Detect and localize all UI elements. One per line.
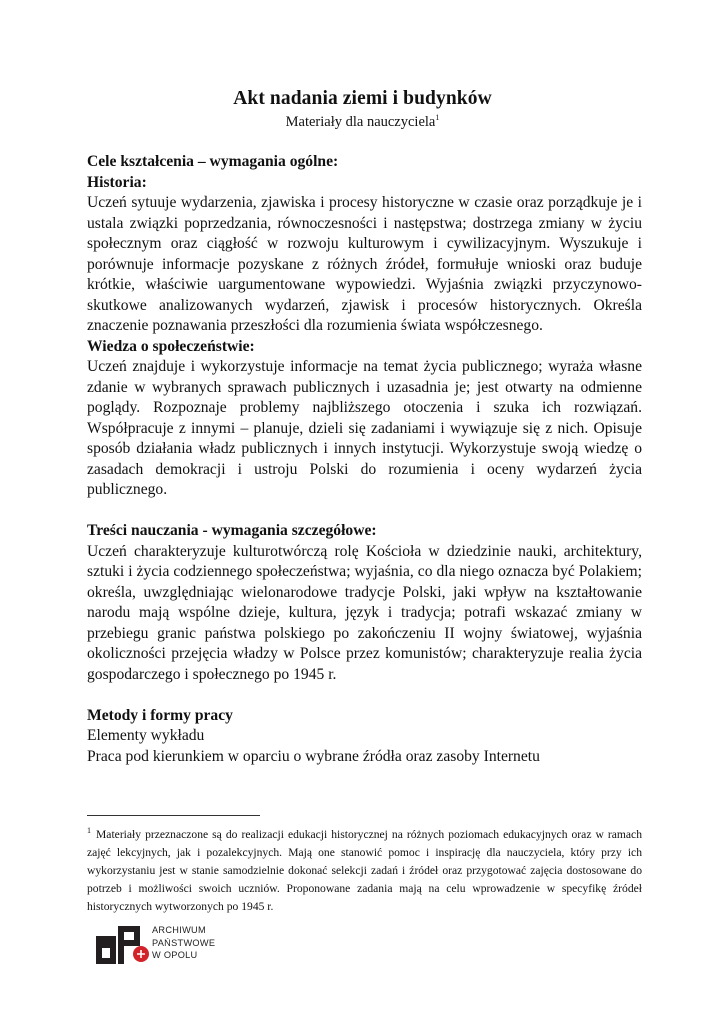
footnote-number: 1 <box>87 826 91 836</box>
list-item: Elementy wykładu <box>87 727 205 744</box>
logo-line: W OPOLU <box>152 950 198 960</box>
footnote <box>87 826 642 916</box>
section-heading-tresci: Treści nauczania - wymagania szczegółowe: <box>87 522 377 539</box>
section-heading-cele: Cele kształcenia – wymagania ogólne: <box>87 153 339 170</box>
paragraph-wos: Uczeń znajduje i wykorzystuje informacje na temat życia publicznego; wyraża własne zdanie w wybranych sprawach publicznych i uzasadnia je; jest otwarty na odmienne poglądy. Rozpoznaje problemy najbliższego otoczenia i szuka ich rozwiązań. Współpracuje z innymi – planuje, dzieli się zadaniami i wywiązuje się z nich. Opisuje sposób działania władz publicznych i innych instytucji. Wykorzystuje swoją wiedzę o zasadach demokracji i ustroju Polski do rozumienia i oceny wydarzeń życia publicznego. <box>87 358 642 498</box>
document-title: Akt nadania ziemi i budynków <box>233 88 492 109</box>
footnote-separator <box>87 815 260 816</box>
paragraph-historia: Uczeń sytuuje wydarzenia, zjawiska i procesy historyczne w czasie oraz porządkuje je i ustala związki poprzedzania, równoczesności i następstwa; dostrzega zmiany w życiu społecznym oraz ciągłość w rozwoju kulturowym i cywilizacyjnym. Wyszukuje i porównuje informacje pozyskane z różnych źródeł, formułuje wnioski oraz buduje krótkie, właściwie uargumentowane wypowiedzi. Wyjaśnia związki przyczynowo-skutkowe analizowanych wydarzeń, zjawisk i procesów historycznych. Określa znaczenie poznawania przeszłości dla rozumienia świata współczesnego. <box>87 194 642 334</box>
logo-line: PAŃSTWOWE <box>152 937 216 948</box>
document-subtitle <box>0 114 725 131</box>
footnote-ref-marker: 1 <box>435 113 440 123</box>
document-body <box>87 152 642 767</box>
archive-logo-mark <box>96 926 149 964</box>
archive-logo-text <box>152 924 215 962</box>
section-heading-wos: Wiedza o społeczeństwie: <box>87 337 255 355</box>
section-heading-historia: Historia: <box>87 173 147 191</box>
section-heading-metody: Metody i formy pracy <box>87 706 233 724</box>
list-item: Praca pod kierunkiem w oparciu o wybrane źródła oraz zasoby Internetu <box>87 747 540 765</box>
logo-line: ARCHIWUM <box>152 925 206 935</box>
footnote-text: Materiały przeznaczone są do realizacji edukacji historycznej na różnych poziomach edukacyjnych oraz w ramach zajęć lekcyjnych, jak i pozalekcyjnych. Mają one stanowić pomoc i inspirację dla nauczyciela, który przy ich wykorzystaniu jest w stanie samodzielnie dokonać selekcji zadań i źródeł oraz przygotować zajęcia dostosowane do potrzeb i możliwości swoich uczniów. Proponowane zadania mają na celu wprowadzenie w specyfikę źródeł historycznych wytworzonych po 1945 r. <box>87 828 642 913</box>
subtitle-text: Materiały dla nauczyciela <box>285 114 436 130</box>
paragraph-tresci: Uczeń charakteryzuje kulturotwórczą rolę Kościoła w dziedzinie nauki, architektury, sztuki i życia codziennego społeczeństwa; wyjaśnia, co dla niego oznacza być Polakiem; określa, uwzględniając wielonarodowe tradycje Polski, jaki wpływ na kształtowanie narodu mają wspólne dzieje, kultura, język i tradycja; potrafi wskazać zmiany w przebiegu granic państwa polskiego po zakończeniu II wojny światowej, wyjaśnia okoliczności przejęcia władzy w Polsce przez komunistów; charakteryzuje realia życia gospodarczego i społecznego po 1945 r. <box>87 542 642 683</box>
